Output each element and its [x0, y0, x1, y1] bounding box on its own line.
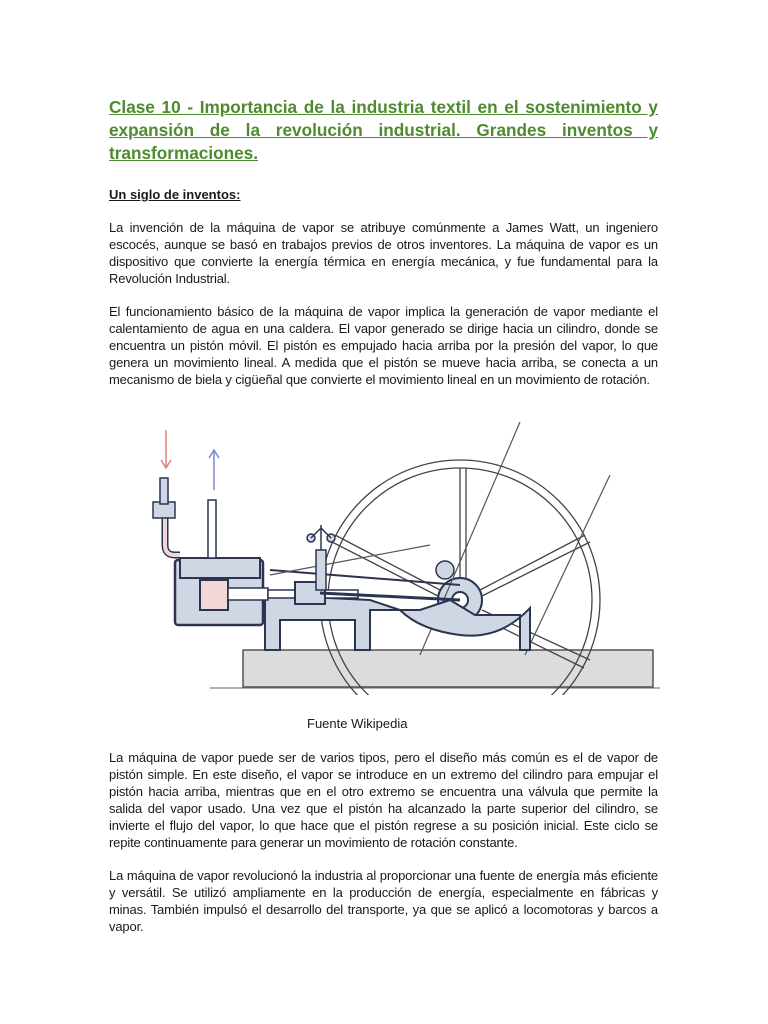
steam-in-arrow	[161, 430, 171, 468]
page-title: Clase 10 - Importancia de la industria textil en el sostenimiento y expansión de la revolución industrial. Grandes inventos y transformaciones.	[109, 97, 658, 163]
valve-chest	[180, 558, 260, 578]
steam-out-arrow	[209, 450, 219, 490]
paragraph-2: El funcionamiento básico de la máquina de vapor implica la generación de vapor mediante el calentamiento de agua en una caldera. El vapor generado se dirige hacia un cilindro, donde se encuentra un pistón móvil. El pistón es empujado hacia arriba por la presión del vapor, lo que genera un movimiento lineal. A medida que el pistón se mueve hacia arriba, se conecta a un mecanismo de biela y cigüeñal que convierte el movimiento lineal en un movimiento de rotación.	[109, 304, 658, 387]
paragraph-3: La máquina de vapor puede ser de varios tipos, pero el diseño más común es el de vapor de pistón simple. En este diseño, el vapor se introduce en un extremo del cilindro para empujar el pistón hacia arriba, mientras que en el otro extremo se encuentra una válvula que permite la salida del vapor usado. Una vez que el pistón ha alcanzado la parte superior del cilindro, se invierte el flujo del vapor, lo que hace que el pistón regrese a su posición inicial. Este ciclo se repite continuamente para generar un movimiento de rotación constante.	[109, 750, 658, 850]
figure-caption: Fuente Wikipedia	[307, 716, 408, 731]
document-body-continued	[109, 749, 658, 935]
engine-base	[243, 650, 653, 687]
eccentric	[436, 561, 454, 579]
governor	[307, 525, 335, 590]
document-body	[109, 96, 658, 388]
paragraph-1: La invención de la máquina de vapor se atribuye comúnmente a James Watt, un ingeniero escocés, aunque se basó en trabajos previos de otros inventores. La máquina de vapor es un dispositivo que convierte la energía térmica en energía mecánica, y fue fundamental para la Revolución Industrial.	[109, 220, 658, 286]
steam-engine-diagram	[120, 410, 660, 695]
paragraph-4: La máquina de vapor revolucionó la industria al proporcionar una fuente de energía más eficiente y versátil. Se utilizó ampliamente en la producción de energía, especialmente en fábricas y minas. También impulsó el desarrollo del transporte, ya que se aplicó a locomotoras y barcos a vapor.	[109, 868, 658, 934]
exhaust-pipe	[208, 500, 216, 558]
piston	[200, 580, 228, 610]
section-heading: Un siglo de inventos:	[109, 187, 241, 202]
